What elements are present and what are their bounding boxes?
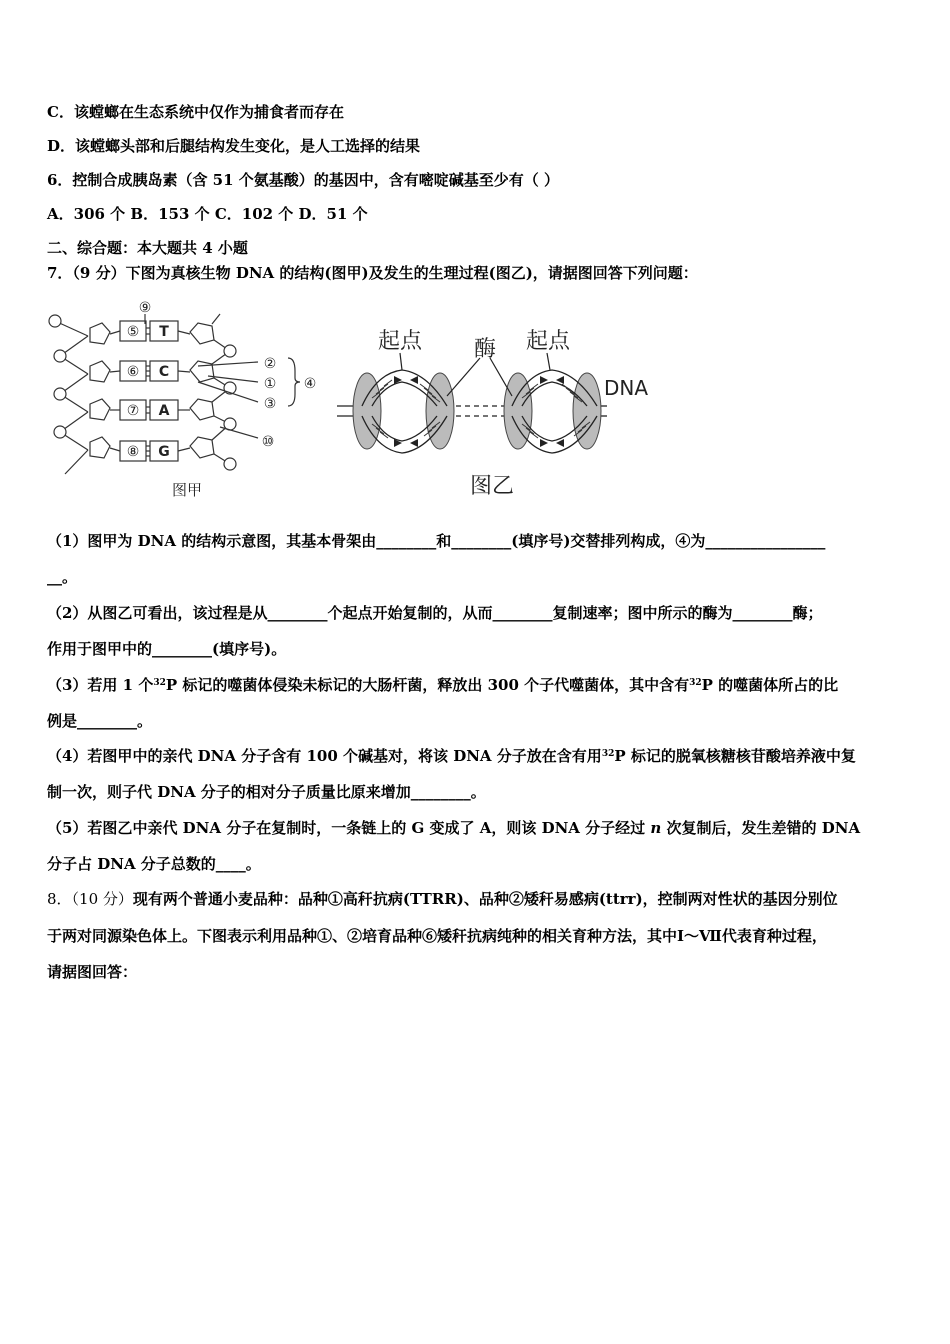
option-c: C．该螳螂在生态系统中仅作为捕食者而存在 xyxy=(47,103,344,121)
q7-part3-a: （3）若用 1 个 xyxy=(47,676,154,694)
q7-part4-a: （4）若图甲中的亲代 DNA 分子含有 100 个碱基对，将该 DNA 分子放在含有用 xyxy=(47,747,602,765)
label-10: ⑩ xyxy=(261,434,275,450)
num-6: ⑥ xyxy=(126,364,140,380)
question-6-stem: 6．控制合成胰岛素（含 51 个氨基酸）的基因中，含有嘧啶碱基至少有（ ） xyxy=(47,171,559,189)
q8-line2: 于两对同源染色体上。下图表示利用品种①、②培育品种⑥矮秆抗病纯种的相关育种方法，其中Ⅰ～Ⅶ代表育种过程， xyxy=(47,927,827,945)
q7-part3-line1 xyxy=(47,675,907,695)
label-1: ① xyxy=(263,376,277,392)
base-a: A xyxy=(158,403,170,419)
label-4: ④ xyxy=(303,376,317,392)
q7-part5-a: （5）若图乙中亲代 DNA 分子在复制时，一条链上的 G 变成了 A，则该 DNA 分子经过 xyxy=(47,819,646,837)
q7-part3-c: P 的噬菌体所占的比 xyxy=(701,676,839,694)
num-5: ⑤ xyxy=(126,324,140,340)
label-9: ⑨ xyxy=(138,300,152,316)
origin-label-left: 起点 xyxy=(377,329,423,354)
q7-part3-sup2: 32 xyxy=(689,678,702,688)
q7-part2-line1: （2）从图乙可看出，该过程是从________个起点开始复制的，从而________复制速率；图中所示的酶为________酶； xyxy=(47,604,823,622)
base-g: G xyxy=(158,444,170,460)
q7-part2-line2: 作用于图甲中的________(填序号)。 xyxy=(47,640,287,658)
q8-line1-text: 现有两个普通小麦品种：品种①高秆抗病(TTRR)、品种②矮秆易感病(ttrr)，控制两对性状的基因分别位 xyxy=(132,890,838,908)
origin-label-right: 起点 xyxy=(525,329,571,354)
q8-number: 8．（10 分） xyxy=(47,890,133,908)
figure-jia xyxy=(40,296,330,502)
base-t: T xyxy=(159,324,169,340)
q7-part5-b: 次复制后，发生差错的 DNA xyxy=(666,819,861,837)
caption-jia: 图甲 xyxy=(171,481,203,499)
question-6-options: A．306 个 B．153 个 C．102 个 D．51 个 xyxy=(47,205,368,223)
q7-part4-line2: 制一次，则子代 DNA 分子的相对分子质量比原来增加________。 xyxy=(47,783,486,801)
question-7-stem: 7．（9 分）下图为真核生物 DNA 的结构(图甲)及发生的生理过程(图乙)，请据图回答下列问题： xyxy=(47,264,698,282)
q7-part4-b: P 标记的脱氧核糖核苷酸培养液中复 xyxy=(614,747,856,765)
figure-yi xyxy=(332,318,664,504)
q8-line3: 请据图回答： xyxy=(47,963,138,981)
q7-part4-sup: 32 xyxy=(601,749,615,759)
q7-part5-n: n xyxy=(650,819,662,837)
section-heading: 二、综合题：本大题共 4 小题 xyxy=(47,239,248,257)
q7-part3-sup1: 32 xyxy=(153,678,166,688)
caption-yi: 图乙 xyxy=(469,474,515,499)
base-c: C xyxy=(158,364,170,380)
label-3: ③ xyxy=(263,396,277,412)
figure-jia-svg xyxy=(40,296,330,502)
dna-label: DNA xyxy=(604,376,649,400)
figure-yi-svg xyxy=(332,318,664,504)
q7-part5-line2: 分子占 DNA 分子总数的____。 xyxy=(47,855,261,873)
q7-part1-line2: __。 xyxy=(47,568,78,586)
q7-part1-line1: （1）图甲为 DNA 的结构示意图，其基本骨架由________和________(填序号)交替排列构成，④为________________ xyxy=(47,532,826,550)
q7-part3-b: P 标记的噬菌体侵染未标记的大肠杆菌，释放出 300 个子代噬菌体，其中含有 xyxy=(165,676,690,694)
q7-part5-line1 xyxy=(47,818,907,838)
q7-part4-line1 xyxy=(47,746,907,766)
enzyme-label: 酶 xyxy=(473,337,497,362)
q7-part3-line2: 例是________。 xyxy=(47,712,153,730)
num-8: ⑧ xyxy=(126,444,140,460)
num-7: ⑦ xyxy=(126,403,140,419)
option-d: D．该螳螂头部和后腿结构发生变化，是人工选择的结果 xyxy=(47,137,421,155)
label-2: ② xyxy=(263,356,277,372)
q8-line1 xyxy=(47,889,907,909)
